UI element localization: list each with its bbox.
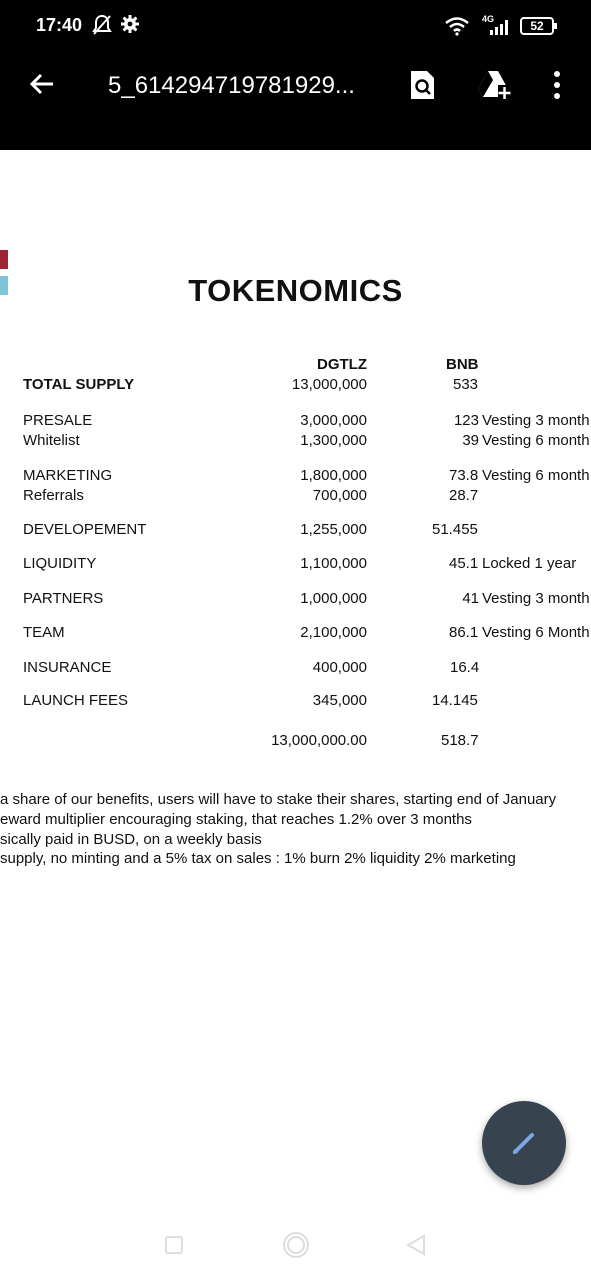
row-dgtlz: 700,000 <box>312 487 367 504</box>
row-dgtlz: 400,000 <box>312 659 367 676</box>
row-dgtlz: 345,000 <box>312 692 367 709</box>
row-label: LAUNCH FEES <box>23 692 129 709</box>
row-bnb: 14.145 <box>432 692 478 709</box>
row-note: Vesting 6 Month <box>482 624 590 641</box>
back-arrow-icon[interactable] <box>28 70 56 103</box>
row-label: PRESALE <box>23 412 93 429</box>
row-label: TEAM <box>23 624 65 641</box>
network-type-label: 4G <box>482 14 495 24</box>
row-label: INSURANCE <box>23 659 112 676</box>
row-label: LIQUIDITY <box>23 555 97 572</box>
row-dgtlz: 1,100,000 <box>300 555 367 572</box>
row-dgtlz: 1,800,000 <box>300 467 367 484</box>
battery-level: 52 <box>530 19 544 33</box>
row-dgtlz: 1,255,000 <box>300 521 367 538</box>
navigation-bar <box>0 1220 591 1280</box>
row-bnb: 123 <box>453 412 479 429</box>
file-name-title: 5_614294719781929... <box>108 72 355 99</box>
row-label: MARKETING <box>23 467 113 484</box>
total-dgtlz: 13,000,000.00 <box>271 732 367 749</box>
wifi-icon <box>444 16 470 41</box>
column-header-dgtlz: DGTLZ <box>317 356 367 373</box>
row-note: Vesting 3 month <box>482 412 590 429</box>
status-bar <box>0 0 591 52</box>
row-dgtlz: 1,000,000 <box>300 590 367 607</box>
recent-apps-icon[interactable] <box>164 1235 184 1260</box>
signal-icon <box>484 18 512 41</box>
back-triangle-icon[interactable] <box>405 1234 427 1261</box>
row-note: Vesting 6 month <box>482 432 590 449</box>
note-line: a share of our benefits, users will have to stake their shares, starting end of January <box>0 791 557 808</box>
total-supply-label: TOTAL SUPPLY <box>23 376 135 393</box>
row-bnb: 73.8 <box>449 467 479 484</box>
row-bnb: 45.1 <box>449 555 479 572</box>
legend-swatch-red <box>0 250 8 269</box>
page-title: TOKENOMICS <box>188 273 403 308</box>
app-bar <box>0 52 591 150</box>
edit-button[interactable] <box>482 1101 566 1185</box>
row-note: Vesting 6 month <box>482 467 590 484</box>
total-supply-dgtlz: 13,000,000 <box>291 376 367 393</box>
row-label: Whitelist <box>23 432 80 449</box>
status-time: 17:40 <box>36 15 83 35</box>
total-supply-bnb: 533 <box>453 376 479 393</box>
settings-gear-icon <box>120 14 140 39</box>
row-bnb: 16.4 <box>450 659 480 676</box>
row-note: Locked 1 year <box>482 555 577 572</box>
row-bnb: 39 <box>462 432 479 449</box>
row-dgtlz: 1,300,000 <box>300 432 367 449</box>
row-bnb: 28.7 <box>449 487 479 504</box>
row-note: Vesting 3 month <box>482 590 590 607</box>
row-dgtlz: 2,100,000 <box>300 624 367 641</box>
note-line: supply, no minting and a 5% tax on sales : 1% burn 2% liquidity 2% marketing <box>0 850 516 867</box>
row-dgtlz: 3,000,000 <box>300 412 367 429</box>
mute-bell-icon <box>92 14 112 41</box>
pencil-icon <box>510 1129 538 1162</box>
document-page[interactable] <box>0 150 591 1220</box>
row-label: Referrals <box>23 487 84 504</box>
more-options-icon[interactable] <box>551 70 563 105</box>
column-header-bnb: BNB <box>446 356 479 373</box>
row-bnb: 51.455 <box>432 521 478 538</box>
home-icon[interactable] <box>281 1230 311 1265</box>
note-line: eward multiplier encouraging staking, that reaches 1.2% over 3 months <box>0 811 472 828</box>
row-label: DEVELOPEMENT <box>23 521 147 538</box>
total-bnb: 518.7 <box>441 732 479 749</box>
row-bnb: 86.1 <box>449 624 479 641</box>
add-to-drive-icon[interactable] <box>477 69 511 106</box>
row-label: PARTNERS <box>23 590 104 607</box>
row-bnb: 41 <box>462 590 479 607</box>
find-in-document-icon[interactable] <box>408 69 436 106</box>
note-line: sically paid in BUSD, on a weekly basis <box>0 831 262 848</box>
